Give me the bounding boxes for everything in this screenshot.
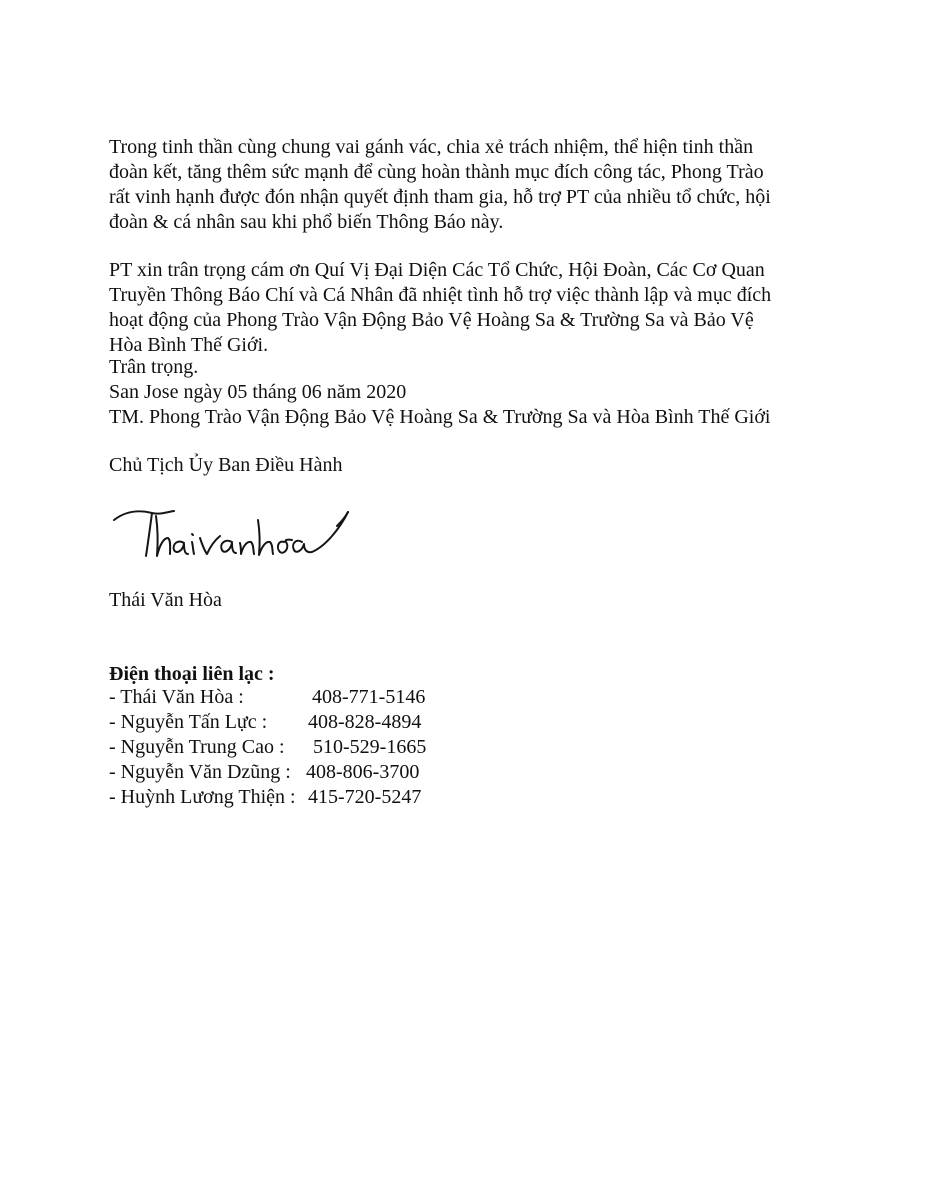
paragraph-line: rất vinh hạnh được đón nhận quyết định tham gia, hỗ trợ PT của nhiều tổ chức, hội [109, 186, 771, 208]
paragraph-line: đoàn & cá nhân sau khi phổ biến Thông Báo này. [109, 211, 504, 233]
contacts-heading: Điện thoại liên lạc : [109, 663, 275, 685]
contact-row [109, 685, 426, 710]
paragraph-line: Trong tinh thần cùng chung vai gánh vác, chia xẻ trách nhiệm, thể hiện tinh thần [109, 136, 754, 158]
contact-name: - Nguyễn Tấn Lực : [109, 711, 268, 733]
paragraph-line: Hòa Bình Thế Giới. [109, 334, 269, 356]
paragraph-line: đoàn kết, tăng thêm sức mạnh để cùng hoàn thành mục đích công tác, Phong Trào [109, 161, 764, 183]
closing-line: Trân trọng. [109, 356, 199, 378]
place-date-line: San Jose ngày 05 tháng 06 năm 2020 [109, 381, 407, 403]
contact-row [109, 785, 422, 810]
contact-phone: 408-806-3700 [306, 761, 420, 783]
paragraph-thanks [109, 258, 771, 358]
contact-name: - Nguyễn Văn Dzũng : [109, 761, 291, 783]
contact-name: - Thái Văn Hòa : [109, 686, 244, 708]
paragraph-solidarity [109, 135, 771, 235]
contact-name: - Huỳnh Lương Thiện : [109, 786, 296, 808]
signer-title: Chủ Tịch Ủy Ban Điều Hành [109, 454, 343, 476]
paragraph-line: hoạt động của Phong Trào Vận Động Bảo Vệ Hoàng Sa & Trường Sa và Bảo Vệ [109, 309, 754, 331]
organization-line: TM. Phong Trào Vận Động Bảo Vệ Hoàng Sa & Trường Sa và Hòa Bình Thế Giới [109, 406, 771, 428]
signer-name: Thái Văn Hòa [109, 589, 222, 611]
paragraph-line: Truyền Thông Báo Chí và Cá Nhân đã nhiệt tình hỗ trợ việc thành lập và mục đích [109, 284, 772, 306]
contact-row [109, 760, 420, 785]
contact-phone: 510-529-1665 [313, 736, 427, 758]
contact-row [109, 710, 422, 735]
contact-phone: 408-828-4894 [308, 711, 422, 733]
contact-phone: 408-771-5146 [312, 686, 426, 708]
contact-name: - Nguyễn Trung Cao : [109, 736, 285, 758]
paragraph-line: PT xin trân trọng cám ơn Quí Vị Đại Diện Các Tổ Chức, Hội Đoàn, Các Cơ Quan [109, 259, 765, 281]
contact-row [109, 735, 427, 760]
contact-phone: 415-720-5247 [308, 786, 422, 808]
handwritten-signature [112, 498, 352, 563]
